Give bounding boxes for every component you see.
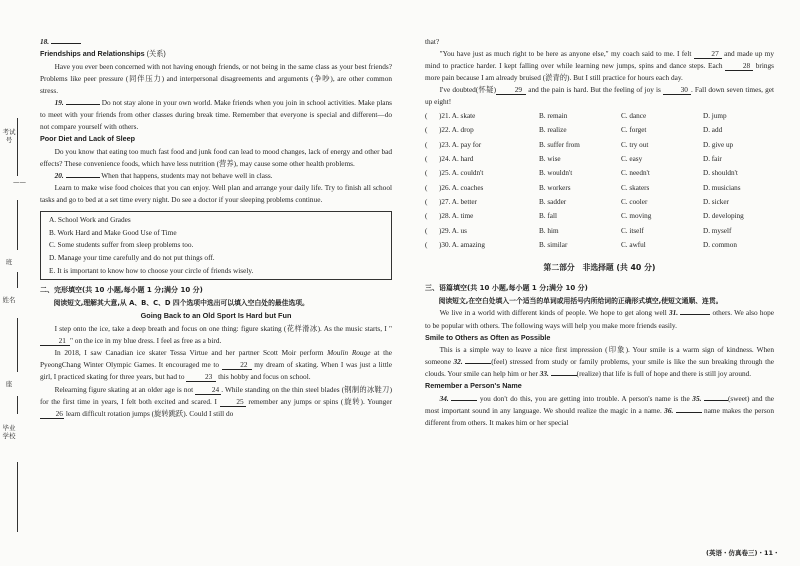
cloze-blank-29[interactable]: 29	[496, 85, 526, 95]
option-choice-b: B. similar	[539, 241, 568, 250]
fill-blank-33[interactable]	[551, 375, 577, 376]
option-choice-b: B. wouldn't	[539, 169, 573, 178]
section2-heading: 二、完形填空(共 10 小题,每小题 1 分;满分 10 分)	[40, 286, 203, 295]
option-choice-q: )29. A. us	[439, 226, 467, 235]
option-choice-d: D. common	[703, 241, 737, 250]
option-row	[425, 109, 774, 123]
option-choice-d: D. myself	[703, 226, 732, 235]
passage-paragraph-2: This is a simple way to leave a nice first impression (印象). Your smile is a warm sign of kindness. When someone 32. (feel) stressed from study or family problems, your smile is like the sun breaking through the clouds. Your smile can help him or her 33. (realize) that life is full of hope and there is still joy around.	[425, 345, 774, 379]
option-row	[425, 166, 774, 180]
margin-rule	[17, 318, 18, 372]
option-choice-c: C. dance	[621, 111, 647, 120]
cloze-blank-28[interactable]: 28	[725, 61, 753, 71]
option-choice-d: D. add	[703, 126, 723, 135]
answer-bracket[interactable]: (	[425, 111, 428, 120]
margin-name-label: 姓名	[2, 296, 16, 304]
option-choice-d: D. developing	[703, 212, 744, 221]
option-choice-d: D. give up	[703, 140, 734, 149]
option-choice-d: D. musicians	[703, 183, 741, 192]
fill-blank-35[interactable]	[704, 400, 728, 401]
option-choice-b: B. suffer from	[539, 140, 580, 149]
cloze-options-table	[425, 109, 774, 253]
passage-paragraph-1: We live in a world with different kinds of people. We hope to get along well 31. others. We also hope to be popular with others. The following ways will help you make more friends easily.	[425, 308, 775, 330]
option-choice-c: C. easy	[621, 154, 643, 163]
option-c: C. Some students suffer from sleep problems too.	[49, 240, 194, 250]
story-paragraph-4: "You have just as much right to be here as anyone else," my coach said to me. I felt 27 and made up my mind to practice harder. I kept falling over while learning new jumps, spins and dance steps. Each 28 brings more pain because I am already bruised (淤青的). But I still practice for hours each day.	[425, 49, 775, 83]
option-a: A. School Work and Grades	[49, 215, 131, 225]
passage-paragraph-3: 34. you don't do this, you are getting into trouble. A person's name is the 35. (sweet) and the most important sound in any language. We should realize the magic in a name. 36. name makes the person different from others. It makes him or her special	[425, 393, 775, 428]
story-paragraph-2: In 2018, I saw Canadian ice skater Tessa Virtue and her partner Scott Moir perform Moulin Rouge at the PyeongChang Winter Olympic Games. It encouraged me to 22 my dream of skating. When I was just a little girl, I practiced skating for three years, but had to 23 this hobby and focus on school.	[40, 348, 393, 382]
cloze-blank-24[interactable]: 24	[195, 385, 221, 395]
option-row	[425, 224, 774, 238]
answer-bracket[interactable]: (	[425, 154, 428, 163]
cloze-blank-30[interactable]: 30	[663, 85, 691, 95]
answer-bracket[interactable]: (	[425, 183, 428, 192]
option-d: D. Manage your time carefully and do not put things off.	[49, 252, 215, 262]
option-b: B. Work Hard and Make Good Use of Time	[49, 227, 177, 237]
cloze-blank-22[interactable]: 22	[222, 360, 252, 370]
section3-heading: 三、语篇填空(共 10 小题,每小题 1 分;满分 10 分)	[425, 284, 588, 293]
part-two-heading: 第二部分 非选择题 (共 40 分)	[543, 263, 656, 273]
section2-instructions: 阅读短文,理解其大意,从 A、B、C、D 四个选项中选出可以填入空白处的最佳选项。	[53, 298, 309, 307]
heading-smile: Smile to Others as Often as Possible	[425, 332, 551, 342]
option-choice-c: C. cooler	[621, 198, 648, 207]
answer-bracket[interactable]: (	[425, 241, 428, 250]
section-heading-friendships: Friendships and Relationships (关系)	[40, 49, 166, 59]
margin-ban-label: 班	[5, 258, 13, 266]
cloze-blank-25[interactable]: 25	[220, 397, 246, 407]
paragraph-diet: Do you know that eating too much fast food and junk food can lead to mood changes, lack of energy and other bad effects? These convenience foods, which have less nutrition (营养), may cause some other health problems.	[40, 146, 392, 168]
option-choice-q: )30. A. amazing	[439, 241, 485, 250]
option-row	[425, 123, 774, 137]
answer-blank-19[interactable]	[66, 104, 100, 105]
option-choice-c: C. moving	[621, 212, 652, 221]
option-choice-d: D. sicker	[703, 198, 729, 207]
option-choice-c: C. try out	[621, 140, 649, 149]
option-choice-q: )26. A. coaches	[439, 183, 484, 192]
option-choice-b: B. sadder	[539, 198, 567, 207]
margin-rule	[17, 118, 18, 176]
option-choice-q: )28. A. time	[439, 212, 474, 221]
option-choice-b: B. him	[539, 226, 559, 235]
option-choice-b: B. workers	[539, 183, 571, 192]
option-choice-q: )27. A. better	[439, 198, 477, 207]
option-choice-b: B. wise	[539, 154, 561, 163]
fill-blank-36[interactable]	[676, 412, 702, 413]
option-row	[425, 181, 774, 195]
option-choice-b: B. realize	[539, 126, 567, 135]
q20-paragraph: 20. When that happens, students may not behave well in class.	[54, 170, 273, 180]
options-box	[40, 211, 392, 280]
section3-instructions: 阅读短文,在空白处填入一个适当的单词或用括号内所给词的正确形式填空,使短文通顺、连贯。	[438, 296, 723, 305]
margin-rule	[17, 272, 18, 288]
section-heading-diet: Poor Diet and Lack of Sleep	[40, 134, 136, 144]
option-row	[425, 152, 774, 166]
option-choice-b: B. fall	[539, 212, 557, 221]
option-choice-b: B. remain	[539, 111, 568, 120]
paragraph-learn: Learn to make wise food choices that you can enjoy. Well plan and arrange your daily life. Try to finish all school tasks and go to bed at a set time every night. Do see a doctor if your sleeping problems continue.	[40, 182, 392, 205]
cloze-blank-21[interactable]: 21	[40, 336, 70, 346]
story-paragraph-3: Relearning figure skating at an older age is not 24 . While standing on the thin steel blades (钢制的冰鞋刀) for the first time in years, I felt both excited and scared. I 25 remember any jumps or spins (旋转). Younger 26 learn difficult rotation jumps (旋转跳跃). Could I still do	[40, 384, 393, 418]
paragraph-friendships: Have you ever been concerned with not having enough friends, or not being in the same class as your best friends? Problems like peer pressure (同伴压力) and interpersonal disagreements and arguments (争吵), are other common stress.	[40, 61, 392, 95]
answer-bracket[interactable]: (	[425, 140, 428, 149]
story-title: Going Back to an Old Sport Is Hard but Fun	[140, 311, 292, 321]
option-choice-c: C. awful	[621, 241, 646, 250]
margin-exam-no-label: 考试号	[2, 128, 16, 144]
margin-rule	[17, 200, 18, 250]
q18-line: 18.	[40, 36, 392, 48]
answer-blank-18[interactable]	[51, 43, 81, 44]
fill-blank-31[interactable]	[680, 314, 710, 315]
answer-bracket[interactable]: (	[425, 212, 428, 221]
option-row	[425, 195, 774, 209]
option-choice-c: C. needn't	[621, 169, 650, 178]
heading-remember-name: Remember a Person's Name	[425, 381, 522, 391]
option-e: E. It is important to know how to choose your circle of friends wisely.	[49, 265, 254, 275]
option-choice-q: )24. A. hard	[439, 154, 474, 163]
option-row	[425, 137, 774, 151]
cloze-blank-27[interactable]: 27	[694, 49, 722, 59]
story-continuation: that?	[425, 37, 440, 46]
answer-blank-20[interactable]	[66, 177, 100, 178]
margin-school-label: 毕业学校	[2, 424, 16, 440]
answer-bracket[interactable]: (	[425, 198, 428, 207]
fill-blank-34[interactable]	[451, 400, 477, 401]
option-row	[425, 238, 774, 252]
option-choice-q: )22. A. drop	[439, 126, 474, 135]
margin-seat-label: 座	[5, 380, 13, 388]
option-choice-q: )21. A. skate	[439, 111, 476, 120]
story-paragraph-1: I step onto the ice, take a deep breath and focus on one thing: figure skating (花样滑冰). As the music starts, I "21 " on the ice in my blue dress. I feel as free as a bird.	[40, 323, 392, 347]
cloze-blank-23[interactable]: 23	[186, 372, 216, 382]
option-choice-c: C. forget	[621, 126, 647, 135]
right-column	[425, 36, 774, 429]
option-choice-d: D. fair	[703, 154, 722, 163]
left-column	[40, 36, 392, 420]
page-footer: (英语・仿真卷三)・11・	[706, 549, 780, 557]
margin-rule	[17, 396, 18, 414]
option-choice-c: C. itself	[621, 226, 644, 235]
option-choice-q: )25. A. couldn't	[439, 169, 484, 178]
option-row	[425, 209, 774, 223]
story-paragraph-5: I've doubted(怀疑) 29 and the pain is hard. But the feeling of joy is 30 . Fall down seven times, get up eight!	[425, 85, 775, 107]
binding-margin: 考试号 —— 班 姓名 座 毕业学校	[0, 0, 26, 566]
cloze-blank-26[interactable]: 26	[40, 409, 64, 419]
option-choice-c: C. skaters	[621, 183, 650, 192]
q19-paragraph: 19. Do not stay alone in your own world. Make friends when you join in school activities. Make plans to meet with your friends from other classes during break time. Remember that everyone is special and different—do not compare yourself with others.	[40, 97, 393, 132]
answer-bracket[interactable]: (	[425, 226, 428, 235]
option-choice-d: D. shouldn't	[703, 169, 738, 178]
margin-rule	[17, 462, 18, 532]
option-choice-d: D. jump	[703, 111, 727, 120]
option-choice-q: )23. A. pay for	[439, 140, 482, 149]
fill-blank-32[interactable]	[465, 363, 491, 364]
answer-bracket[interactable]: (	[425, 169, 428, 178]
answer-bracket[interactable]: (	[425, 126, 428, 135]
